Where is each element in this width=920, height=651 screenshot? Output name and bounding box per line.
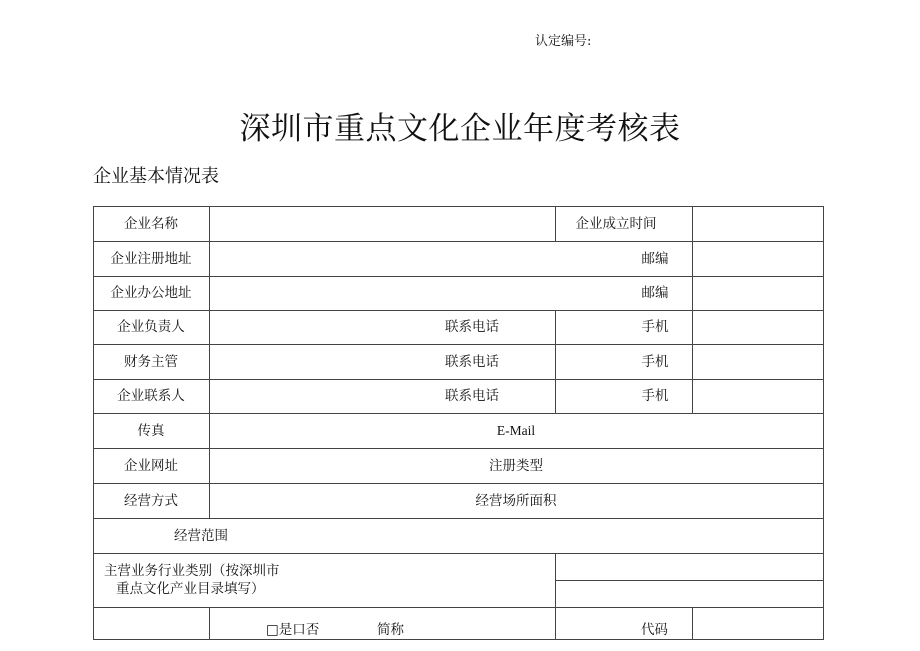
- phone-label: 联系电话: [445, 354, 499, 370]
- finance-manager-field[interactable]: [210, 345, 430, 379]
- table-row-divider: [93, 448, 824, 449]
- table-border-left: [93, 206, 94, 640]
- mobile-2-field[interactable]: [693, 345, 823, 379]
- phone-label: 联系电话: [445, 388, 499, 404]
- phone-label: 联系电话: [445, 319, 499, 335]
- mobile-1-field[interactable]: [693, 311, 823, 344]
- industry-category-label-line1: 主营业务行业类别（按深圳市: [104, 563, 280, 579]
- finance-manager-label: 财务主管: [124, 354, 178, 370]
- website-label: 企业网址: [124, 458, 178, 474]
- table-col-divider: [555, 206, 556, 241]
- founded-time-label: 企业成立时间: [575, 216, 657, 232]
- table-row-divider: [555, 580, 824, 581]
- contact-person-field[interactable]: [210, 380, 430, 413]
- founded-time-field[interactable]: [693, 207, 823, 241]
- industry-category-label-line2: 重点文化产业目录填写）: [116, 581, 265, 597]
- table-border-right: [823, 206, 824, 640]
- table-row-divider: [93, 518, 824, 519]
- office-address-field[interactable]: [210, 277, 630, 310]
- table-row-divider: [93, 413, 824, 414]
- page-title: 深圳市重点文化企业年度考核表: [239, 111, 681, 147]
- table-col-divider: [209, 607, 210, 640]
- email-label: E-Mail: [496, 423, 536, 438]
- business-mode-label: 经营方式: [124, 493, 178, 509]
- reg-address-label: 企业注册地址: [110, 251, 192, 267]
- registration-type-label: 注册类型: [489, 458, 543, 474]
- reg-address-field[interactable]: [210, 242, 630, 276]
- listed-code-field[interactable]: [693, 608, 823, 639]
- postcode-1-field[interactable]: [693, 242, 823, 276]
- venue-area-label: 经营场所面积: [475, 493, 557, 509]
- postcode-2-field[interactable]: [693, 277, 823, 310]
- section-subtitle: 企业基本情况表: [93, 166, 219, 187]
- table-col-divider: [555, 310, 556, 414]
- table-border-bottom: [93, 639, 824, 640]
- industry-category-field[interactable]: [556, 554, 823, 580]
- fax-label: 传真: [137, 423, 165, 439]
- table-row-divider: [93, 483, 824, 484]
- postcode-label: 邮编: [641, 285, 669, 301]
- company-name-label: 企业名称: [124, 216, 178, 232]
- mobile-label: 手机: [641, 319, 669, 335]
- mobile-3-field[interactable]: [693, 380, 823, 413]
- mobile-label: 手机: [641, 388, 669, 404]
- contact-person-label: 企业联系人: [117, 388, 185, 404]
- company-name-field[interactable]: [210, 207, 554, 241]
- postcode-label: 邮编: [641, 251, 669, 267]
- listed-yes-no-checkbox[interactable]: □是口否: [266, 622, 320, 638]
- short-name-label: 简称: [377, 622, 404, 638]
- certification-number-label: 认定编号:: [535, 34, 592, 49]
- person-in-charge-field[interactable]: [210, 311, 430, 344]
- mobile-label: 手机: [641, 354, 669, 370]
- person-in-charge-label: 企业负责人: [117, 319, 185, 335]
- code-label: 代码: [641, 622, 668, 638]
- business-scope-label: 经营范围: [174, 528, 228, 544]
- office-address-label: 企业办公地址: [110, 285, 192, 301]
